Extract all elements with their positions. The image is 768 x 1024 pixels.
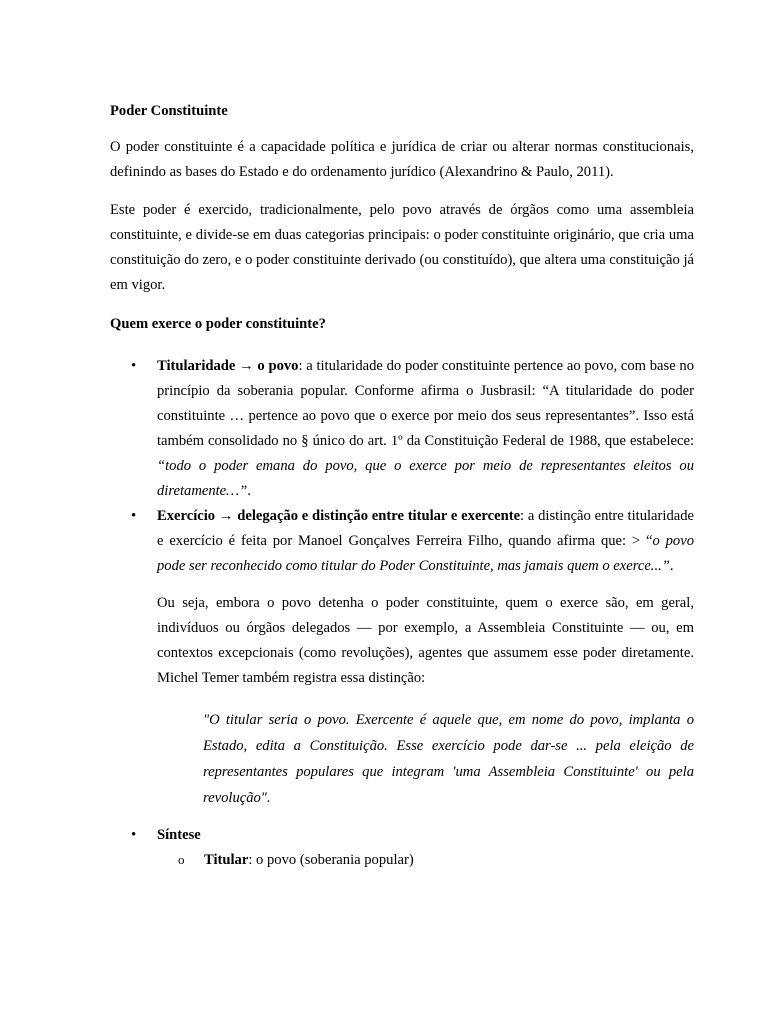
bullet-list <box>110 354 694 872</box>
list-item-body: : a distinção entre titularidade e exercício é feita por Manoel Gonçalves Ferreira Filho, quando afirma que: > “ <box>157 508 694 549</box>
list-item-term: Síntese <box>157 827 201 843</box>
list-item-end: . <box>247 483 251 499</box>
block-quote: "O titular seria o povo. Exercente é aquele que, em nome do povo, implanta o Estado, edita a Constituição. Esse exercício pode dar-se ... pela eleição de representantes populares que integram 'uma Assembleia Constituinte' ou pela revolução". <box>203 712 694 806</box>
list-item-sintese <box>110 823 694 872</box>
intro-paragraph: O poder constituinte é a capacidade política e jurídica de criar ou alterar normas constitucionais, definindo as bases do Estado e do ordenamento jurídico (Alexandrino & Paulo, 2011). <box>110 139 694 180</box>
list-item-text <box>157 823 694 848</box>
list-item-text <box>157 504 694 579</box>
categories-paragraph: Este poder é exercido, tradicionalmente, pelo povo através de órgãos como uma assembleia constituinte, e divide-se em duas categorias principais: o poder constituinte originário, que cria uma constituição do zero, e o poder constituinte derivado (ou constituído), que altera uma constituição já em vigor. <box>110 202 694 293</box>
list-item-quote: o povo pode ser reconhecido como titular do Poder Constituinte, mas jamais quem o exerce...” <box>157 533 694 574</box>
follow-up-paragraph: Ou seja, embora o povo detenha o poder constituinte, quem o exerce são, em geral, indivíduos ou órgãos delegados — por exemplo, a Assembleia Constituinte — ou, em contextos excepcionais (como revoluções), agentes que assumem esse poder diretamente. Michel Temer também registra essa distinção: <box>157 595 694 686</box>
list-item-term: Titularidade → o povo <box>157 358 299 374</box>
bullet-icon: • <box>131 827 137 843</box>
list-item-text <box>157 354 694 504</box>
sub-item-term: Titular <box>204 852 249 868</box>
section-heading: Quem exerce o poder constituinte? <box>110 316 326 332</box>
sub-bullet-icon: o <box>178 852 185 867</box>
list-item-body: : a titularidade do poder constituinte pertence ao povo, com base no princípio da soberania popular. Conforme afirma o Jusbrasil: “A titularidade do poder constituinte … pertence ao povo que o exerce por meio dos seus representantes”. Isso está também consolidado no § único do art. 1º da Constituição Federal de 1988, que estabelece: <box>157 358 695 449</box>
list-item-quote: “todo o poder emana do povo, que o exerce por meio de representantes eleitos ou diretamente…” <box>157 458 694 499</box>
sub-item-text: : o povo (soberania popular) <box>248 852 414 868</box>
bullet-icon: • <box>131 508 137 524</box>
sub-list <box>157 848 694 872</box>
document-body <box>110 100 694 872</box>
document-title: Poder Constituinte <box>110 103 228 119</box>
list-item-end: . <box>669 558 674 574</box>
sub-list-item <box>157 848 694 872</box>
list-item-term: Exercício → delegação e distinção entre titular e exercente <box>157 508 521 524</box>
bullet-icon: • <box>131 358 137 374</box>
list-item-titularidade <box>110 354 694 504</box>
list-item-exercicio <box>110 504 694 811</box>
